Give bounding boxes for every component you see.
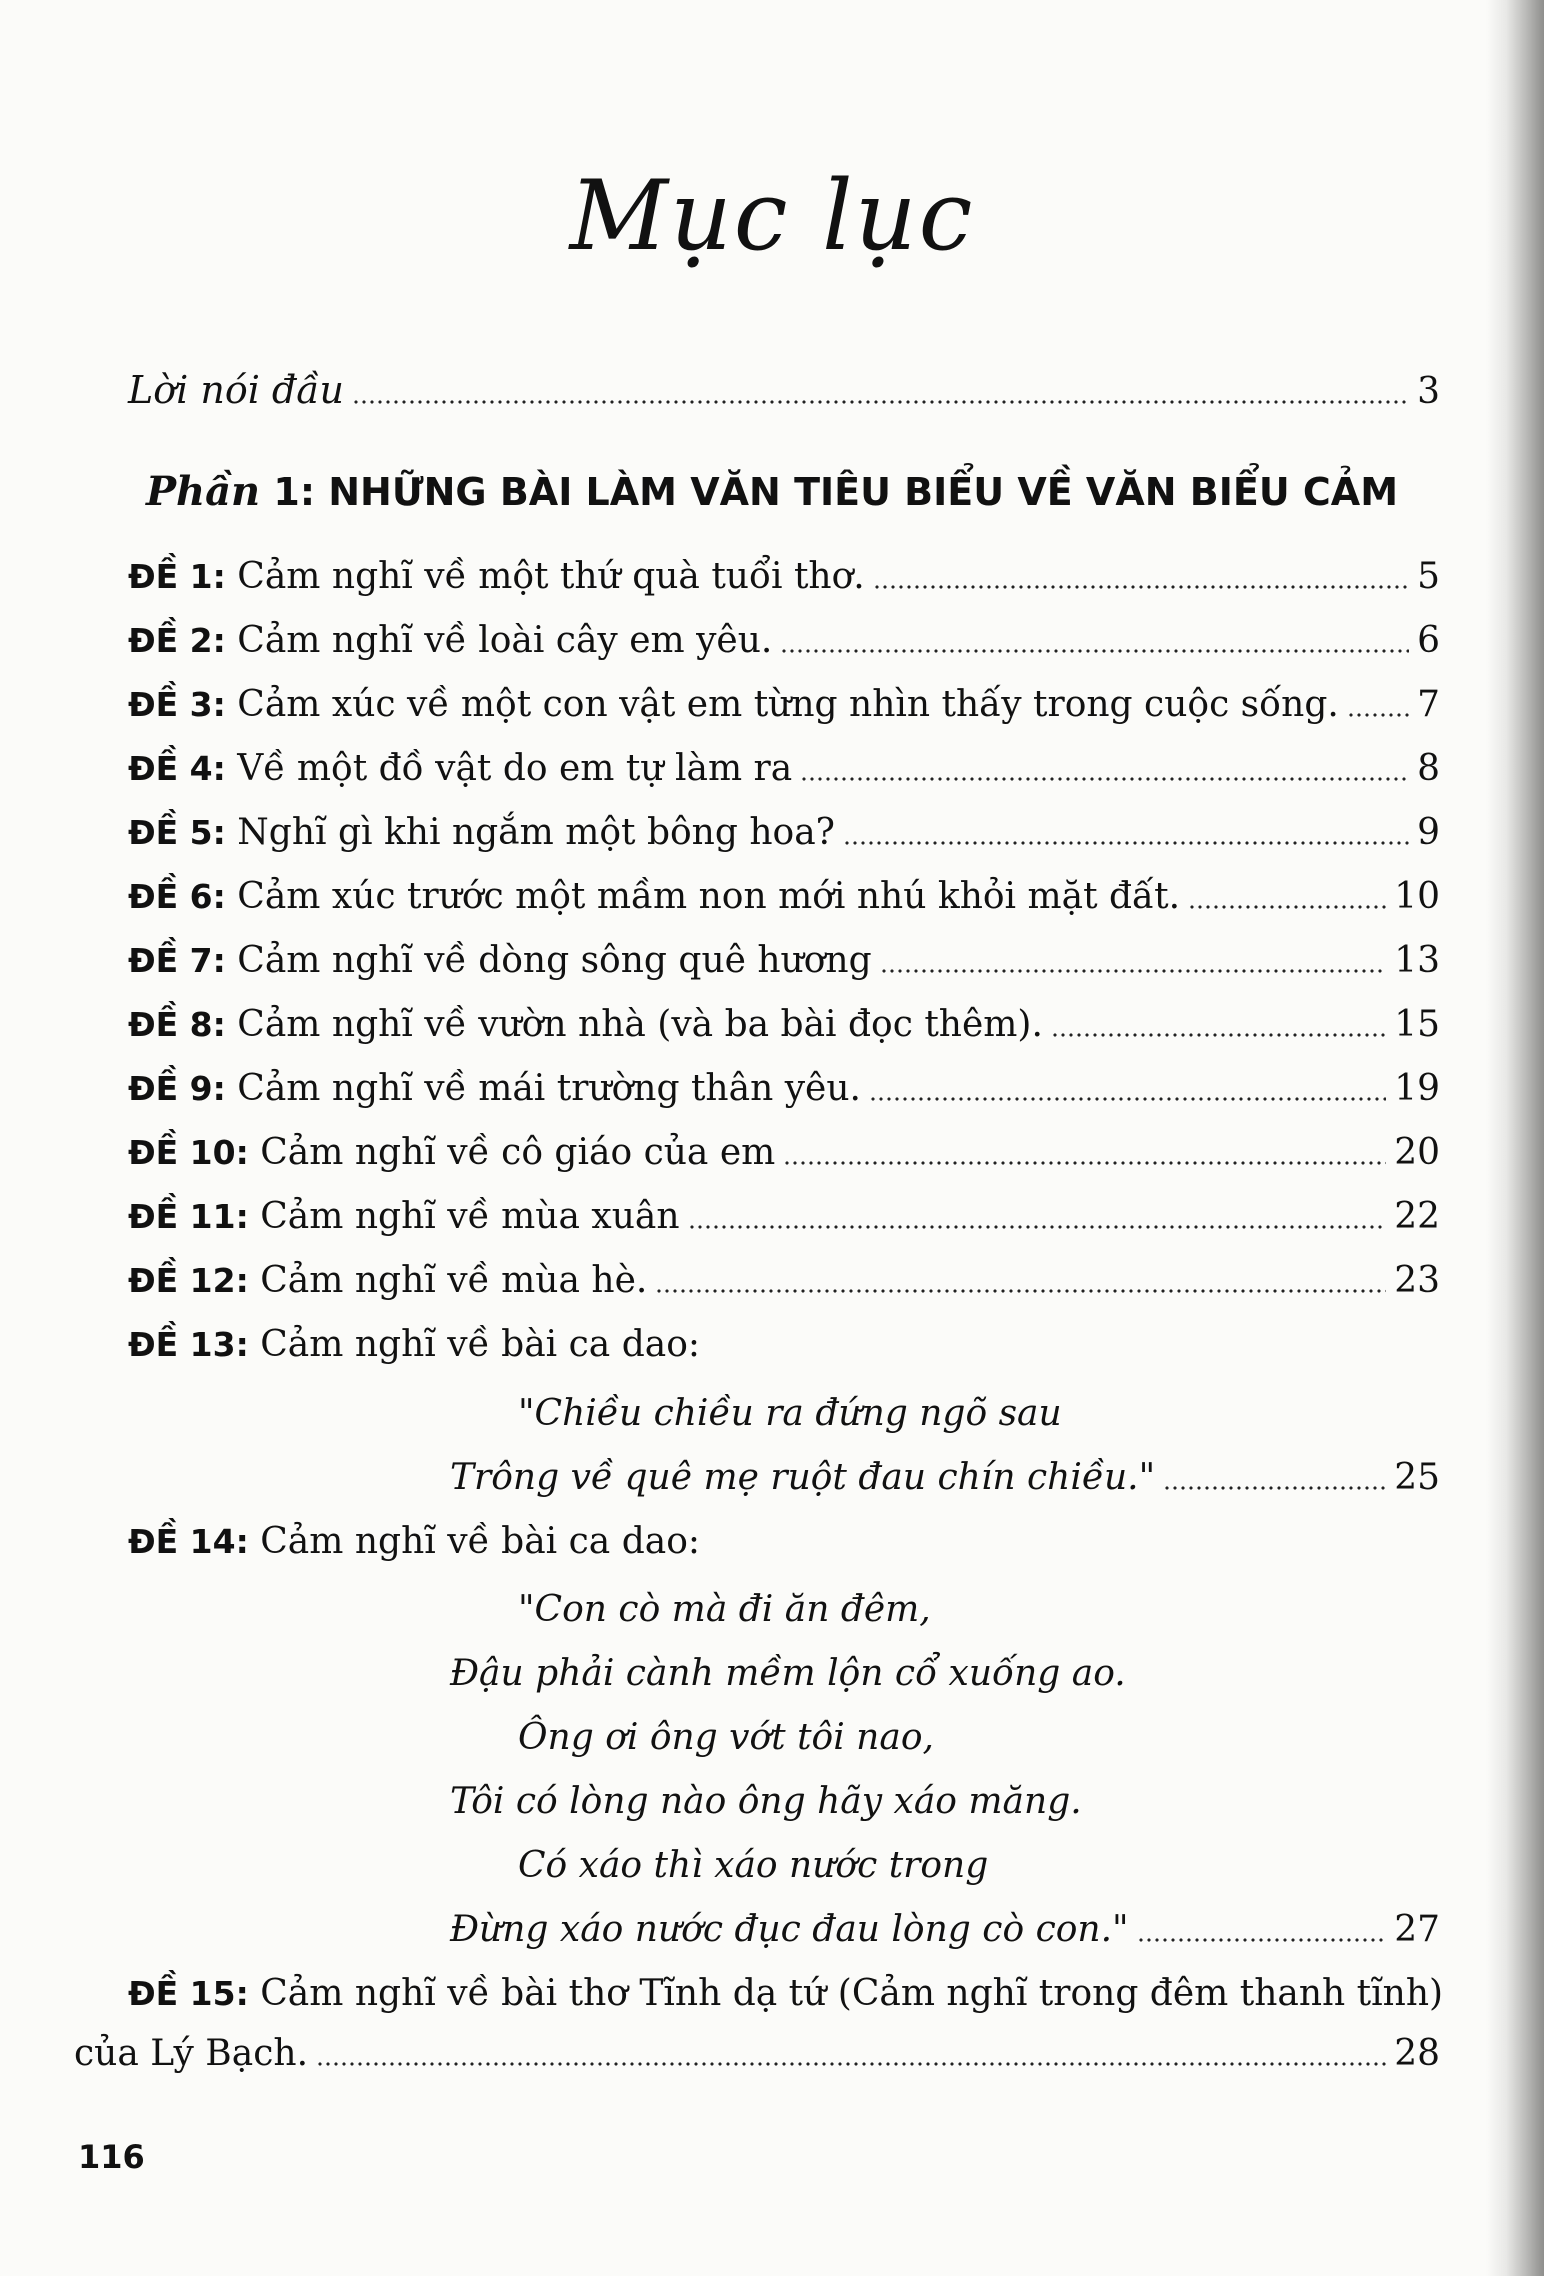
entry-text: Cảm nghĩ về bài ca dao: [260,1324,700,1365]
verse-line: Ông ơi ông vớt tôi nao, [518,1717,934,1758]
entry-label: ĐỀ 13: [128,1325,249,1364]
verse-line: Đậu phải cành mềm lộn cổ xuống ao. [450,1653,1126,1694]
entry-page: 5 [1417,556,1440,597]
toc-entry [128,1257,1440,1305]
entry-label: ĐỀ 1: [128,557,226,596]
leader-dots [780,648,1409,654]
entry-page: 13 [1394,940,1440,981]
leader-dots [843,840,1409,846]
entry-page: 19 [1394,1068,1440,1109]
entry-label: ĐỀ 6: [128,877,226,916]
verse-line: Trông về quê mẹ ruột đau chín chiều." [450,1457,1156,1498]
preface-page: 3 [1417,371,1440,412]
leader-dots [655,1288,1386,1294]
entry-text: Cảm nghĩ về cô giáo của em [260,1132,776,1173]
verse-line: "Chiều chiều ra đứng ngõ sau [518,1393,1062,1434]
entry-text: Về một đồ vật do em tự làm ra [237,748,793,789]
leader-dots [873,584,1409,590]
entry-page: 10 [1394,876,1440,917]
entry-label: ĐỀ 11: [128,1197,249,1236]
entry-page: 27 [1394,1909,1440,1950]
entry-page: 6 [1417,620,1440,661]
toc-entry [128,873,1440,921]
entry-text: Cảm nghĩ về một thứ quà tuổi thơ. [237,556,865,597]
toc-preface [128,366,1440,416]
entry-label: ĐỀ 10: [128,1133,249,1172]
verse-line: Tôi có lòng nào ông hãy xáo măng. [450,1781,1082,1822]
section-prefix: Phần [145,468,261,515]
entry-label: ĐỀ 5: [128,813,226,852]
toc-entry-verse-end [450,1906,1440,1954]
entry-page: 28 [1394,2033,1440,2074]
entry-label: ĐỀ 2: [128,621,226,660]
entry-page: 23 [1394,1260,1440,1301]
entry-label: ĐỀ 4: [128,749,226,788]
entry-page: 15 [1394,1004,1440,1045]
toc-entry [128,681,1440,729]
leader-dots [316,2061,1386,2067]
leader-dots [1188,904,1386,910]
entry-label: ĐỀ 15: [128,1974,249,2013]
section-heading [0,468,1544,515]
entry-label: ĐỀ 12: [128,1261,249,1300]
entry-label: ĐỀ 3: [128,685,226,724]
entry-text: Cảm nghĩ về dòng sông quê hương [237,940,872,981]
entry-text: Cảm nghĩ về mùa hè. [260,1260,648,1301]
leader-dots [869,1096,1386,1102]
toc-entry [128,617,1440,665]
page-spine-shadow [1486,0,1544,2276]
toc-entry [128,1193,1440,1241]
footer-page-number: 116 [78,2138,145,2176]
preface-label: Lời nói đầu [128,368,345,412]
entry-page: 8 [1417,748,1440,789]
entry-label: ĐỀ 9: [128,1069,226,1108]
leader-dots [783,1160,1386,1166]
toc-entry [128,1321,1440,1369]
entry-text: Cảm nghĩ về vườn nhà (và ba bài đọc thêm). [237,1004,1043,1045]
entry-page: 7 [1417,684,1440,725]
leader-dots [688,1224,1387,1230]
toc-entry [128,745,1440,793]
section-text: 1: NHỮNG BÀI LÀM VĂN TIÊU BIỂU VỀ VĂN BIỂU CẢM [273,470,1399,514]
toc-entry [128,1970,1458,2018]
toc-entry-continuation [74,2030,1440,2078]
entry-text: Cảm nghĩ về bài ca dao: [260,1521,700,1562]
toc-entry [128,1065,1440,1113]
entry-text-continuation: của Lý Bạch. [74,2033,309,2074]
entry-text: Cảm nghĩ về mái trường thân yêu. [237,1068,861,1109]
verse-line: Có xáo thì xáo nước trong [518,1845,989,1886]
page-title: Mục lục [569,160,975,272]
entry-text: Cảm nghĩ về bài thơ Tĩnh dạ tứ (Cảm nghĩ trong đêm thanh tĩnh) [260,1973,1444,2014]
entry-label: ĐỀ 7: [128,941,226,980]
toc-entry [128,1129,1440,1177]
toc-entry [128,809,1440,857]
leader-dots [1347,712,1409,718]
toc-entry [128,1001,1440,1049]
entry-text: Cảm xúc về một con vật em từng nhìn thấy trong cuộc sống. [237,684,1339,725]
leader-dots [352,399,1409,405]
entry-page: 22 [1394,1196,1440,1237]
entry-page: 20 [1394,1132,1440,1173]
entry-page: 9 [1417,812,1440,853]
entry-text: Cảm xúc trước một mầm non mới nhú khỏi mặt đất. [237,876,1181,917]
leader-dots [800,776,1409,782]
leader-dots [1163,1485,1386,1491]
leader-dots [1137,1937,1387,1943]
toc-entry [128,553,1440,601]
entry-label: ĐỀ 8: [128,1005,226,1044]
entry-text: Nghĩ gì khi ngắm một bông hoa? [237,812,835,853]
toc-entry [128,1518,1440,1566]
leader-dots [1051,1032,1386,1038]
toc-entry [128,937,1440,985]
verse-line: Đừng xáo nước đục đau lòng cò con." [450,1909,1129,1950]
entry-label: ĐỀ 14: [128,1522,249,1561]
entry-text: Cảm nghĩ về mùa xuân [260,1196,680,1237]
leader-dots [880,968,1387,974]
entry-page: 25 [1394,1457,1440,1498]
entry-text: Cảm nghĩ về loài cây em yêu. [237,620,773,661]
toc-entry-verse-end [450,1454,1440,1502]
verse-line: "Con cò mà đi ăn đêm, [518,1589,931,1630]
